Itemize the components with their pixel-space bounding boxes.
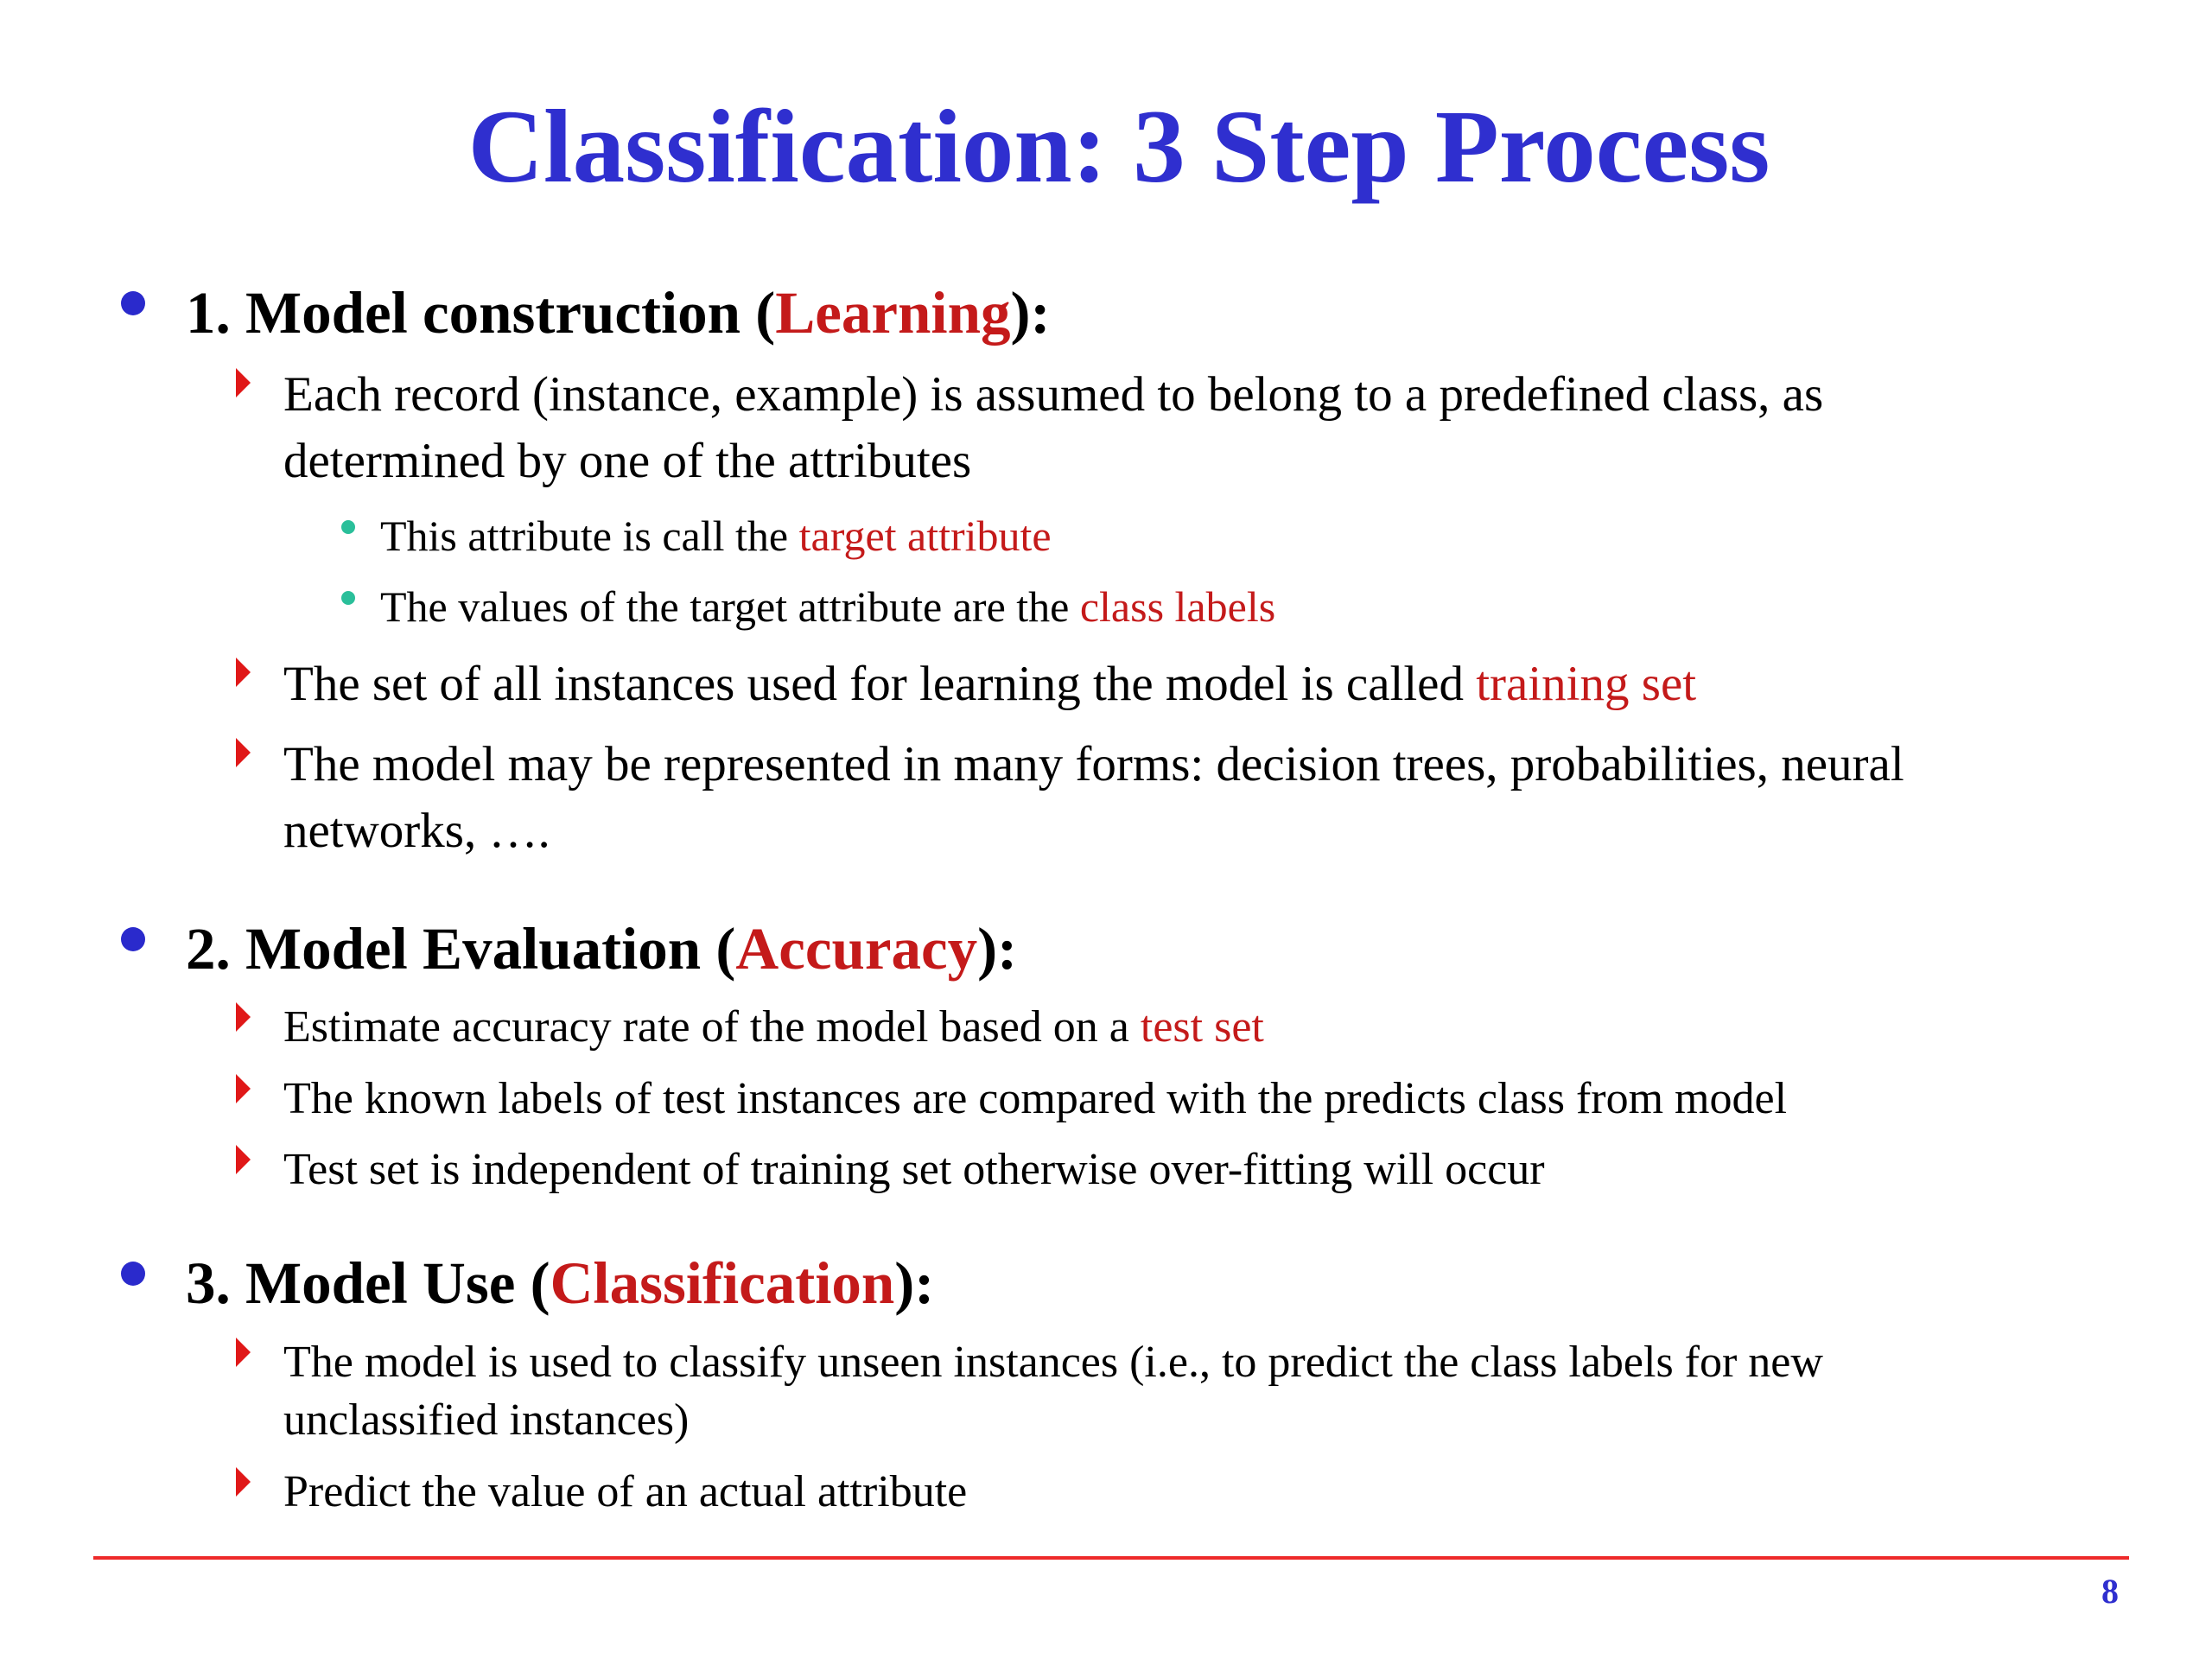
bullet-l3-icon — [341, 591, 355, 605]
footer-divider — [93, 1556, 2129, 1560]
sub-bullet-plain: This attribute is call the — [380, 512, 799, 560]
bullet-triangle-icon — [236, 738, 251, 767]
bullet-text-continued: networks, …. — [283, 804, 550, 858]
bullet-triangle-icon — [236, 1338, 251, 1367]
bullet-l3-icon — [341, 520, 355, 534]
section-heading — [186, 274, 1050, 352]
bullet-text: Each record (instance, example) is assumed to belong to a predefined class, as — [283, 367, 1824, 422]
bullet-highlight: training set — [1476, 657, 1697, 711]
sub-bullet-plain: The values of the target attribute are the — [380, 582, 1080, 631]
bullet-text: Test set is independent of training set otherwise over-fitting will occur — [283, 1145, 1545, 1194]
bullet-text-continued: determined by one of the attributes — [283, 434, 972, 488]
heading-highlight: Accuracy — [735, 916, 978, 982]
bullet-plain: The set of all instances used for learning the model is called — [283, 657, 1477, 711]
bullet-text — [283, 994, 1264, 1061]
sub-bullet-text — [380, 576, 1275, 637]
bullet-triangle-icon — [236, 1467, 251, 1497]
bullet-triangle-icon — [236, 658, 251, 687]
bullet-plain: Estimate accuracy rate of the model based on a — [283, 1002, 1141, 1052]
slide-title: Classification: 3 Step Process — [467, 89, 1770, 205]
heading-text: 1. Model construction ( — [186, 280, 776, 346]
bullet-text: The model is used to classify unseen instances (i.e., to predict the class labels for new — [283, 1338, 1823, 1387]
bullet-triangle-icon — [236, 1002, 251, 1032]
bullet-text — [283, 651, 1696, 718]
bullet-l1-icon — [121, 1262, 145, 1286]
heading-text: 2. Model Evaluation ( — [186, 916, 736, 982]
bullet-l1-icon — [121, 291, 145, 315]
bullet-text-continued: unclassified instances) — [283, 1395, 690, 1445]
bullet-triangle-icon — [236, 1074, 251, 1103]
heading-highlight: Learning — [775, 280, 1011, 346]
heading-text: ): — [977, 916, 1018, 982]
section-heading — [186, 1244, 934, 1322]
sub-bullet-text — [380, 505, 1052, 566]
bullet-triangle-icon — [236, 368, 251, 397]
section-heading — [186, 910, 1017, 988]
heading-text: ): — [894, 1250, 935, 1316]
sub-bullet-highlight: class labels — [1079, 582, 1276, 631]
heading-text: 3. Model Use ( — [186, 1250, 550, 1316]
bullet-highlight: test set — [1140, 1002, 1264, 1052]
bullet-l1-icon — [121, 927, 145, 951]
bullet-text: The model may be represented in many forms: decision trees, probabilities, neural — [283, 737, 1904, 791]
bullet-triangle-icon — [236, 1145, 251, 1174]
heading-highlight: Classification — [550, 1250, 895, 1316]
heading-text: ): — [1010, 280, 1051, 346]
bullet-text: The known labels of test instances are compared with the predicts class from model — [283, 1074, 1788, 1123]
sub-bullet-highlight: target attribute — [798, 512, 1052, 560]
page-number: 8 — [2101, 1572, 2119, 1611]
bullet-text: Predict the value of an actual attribute — [283, 1467, 968, 1516]
